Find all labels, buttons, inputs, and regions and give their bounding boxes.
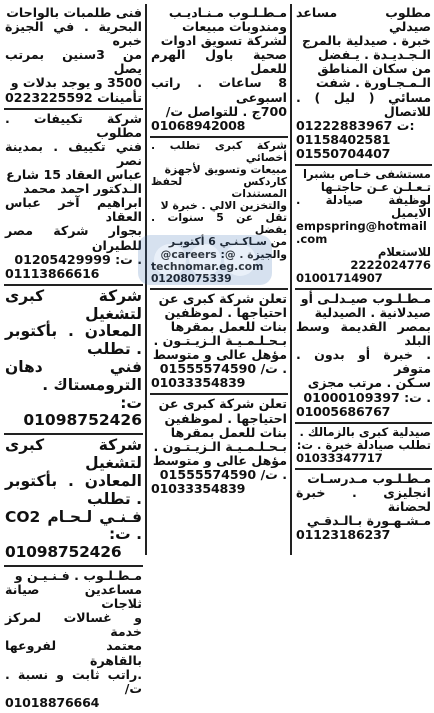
classified-ad (150, 138, 288, 290)
ad-phone-number: 01005686767 (296, 403, 391, 419)
ad-text-line: و غسالات لمركز خدمة (5, 610, 142, 640)
ad-text-line: انجليزى . خبرة لحضانة (296, 484, 431, 514)
ad-text-line: مـطـلـوب . فـنـيـن و (14, 567, 142, 583)
ad-text-line: ومندوبات مبيعات (182, 19, 287, 35)
ad-text-line: بـحـلـمـيـة الـزيـتـون . (153, 333, 287, 349)
ad-text-line: والتخزين الالي . خبرة لا (160, 199, 287, 213)
ad-phone-number: 01113866616 (5, 265, 100, 281)
ad-text-line: تطلب صيادلة خبرة . ت: (296, 437, 431, 452)
ad-phone-number: 01123186237 (296, 527, 391, 543)
ad-text-line: احتياجها . لموظفين (164, 410, 287, 426)
ad-text-line: من سكان المناطق (317, 61, 431, 77)
ad-text-line: بـحـلـمـيـة الـزيـتـون . (153, 438, 287, 454)
ad-text-line: مطلوب مساعد صيدلي (296, 5, 431, 35)
column-left (4, 4, 143, 710)
ad-text-line: فني دهان الترومستاك . (5, 358, 142, 394)
ad-text-line: 3500 و يوجد بدلات و (10, 75, 142, 91)
ad-text-line: للاستعلام 2222024776 (350, 244, 431, 272)
ad-text-line: شركة تكييفات . مطلوب (5, 110, 142, 140)
ad-text-line: ابراهيم آخر عباس العقاد (5, 195, 142, 225)
ad-text-line: صيدلانية . الصيدلية (314, 304, 431, 320)
ad-email-line: technomar.eg.com (151, 259, 264, 273)
ad-text-line: مستشفى خـاص بشبرا (303, 167, 431, 182)
ad-text-line: شركة كبرى تطلب . أخصائي (151, 138, 287, 164)
ad-text-line: بمصر القديمة وسط البلد (296, 319, 431, 349)
ad-text-line: الـدكتور احمد محمد (23, 181, 142, 197)
classified-ad (295, 290, 432, 424)
ad-phone-number: 01068942008 (151, 117, 246, 133)
classified-ad (295, 166, 432, 290)
ad-text-line: مساعدين صيانة ثلاجات (5, 582, 142, 612)
ad-text-line: شركة كبرى لتشغيل (5, 436, 142, 473)
ad-text-line: 8 ساعات . راتب اسبوعى (151, 75, 287, 105)
classified-ad (150, 4, 288, 138)
classified-ad (295, 424, 432, 470)
ad-text-line: مؤهل عالى و متوسط (152, 452, 287, 468)
classified-ad (295, 470, 432, 545)
ad-text-line: . خبرة أو بدون . متوفر (296, 347, 431, 377)
ad-text-line: كاردكس لحفظ المستندات (151, 175, 287, 201)
classified-ad (4, 567, 143, 713)
ad-text-line: معتمد لفروعها بالقاهرة (5, 638, 142, 668)
ad-text-line: لشركة تسويق ادوات (160, 33, 287, 49)
ad-text-line: . ت: 01205429999 (14, 251, 142, 267)
ad-text-line: سـكن . مرتب مجزى (307, 375, 431, 391)
ad-text-line: خبرة . صيدلية بالمرج (301, 33, 431, 49)
ad-text-line: تأمينات 0223225592 (5, 89, 142, 105)
ad-phone-number: 01550704407 (296, 145, 391, 161)
ad-text-line: المعادن . بأكتوبر . تطلب (5, 322, 142, 359)
ad-text-line: ت: 01098752426 (23, 393, 142, 430)
ad-text-line: 700ج . للتواصل ت/ (165, 103, 287, 119)
ad-text-line: مبيعات وتسويق لأجهزة (164, 163, 287, 176)
ad-phone-number: 01018876664 (5, 694, 100, 710)
ad-text-line: شركة كبرى لتشغيل (5, 286, 142, 323)
classified-ad (150, 290, 288, 396)
classified-ad (4, 435, 143, 567)
ad-text-line: تقل عن 5 سنوات . يفضل (151, 211, 287, 237)
ad-text-line: فني تكييف . بمدينة نصر (5, 138, 142, 168)
ad-text-line: تـعـلـن عـن حاجتـها (320, 180, 431, 195)
ad-text-line: مـطـلـوب مـدرسـات (307, 470, 431, 486)
ad-text-line: بنات للعمل بمقرها (170, 318, 287, 334)
ad-phone-number: 01033347717 (296, 450, 383, 465)
ad-phone-number: 01033354839 (151, 481, 246, 496)
ad-text-line: احتياجها . لموظفين (164, 304, 287, 320)
ad-phone-number: 01208075339 (151, 271, 232, 285)
ad-text-line: صيدلية كبرى بالزمالك . (299, 424, 431, 439)
ad-text-line: الـمـجـاورة . شفت (315, 75, 431, 91)
ad-text-line: مؤهل عالى و متوسط (152, 347, 287, 363)
ad-text-line: فنى طلمبات بالواحات (6, 5, 142, 20)
ad-text-line: مـشـهـورة بـالـدقـي (306, 512, 431, 528)
column-right (290, 4, 432, 555)
ad-text-line: بجوار شركة مصر للطيران (5, 223, 142, 253)
classified-ad (4, 4, 143, 110)
ad-phone-number: 01001714907 (296, 270, 383, 285)
ad-text-line: . ت/ 01555574590 (159, 361, 287, 377)
ad-text-line: الـجـديـدة . يـفضل (317, 47, 431, 63)
ad-text-line: من سـاكـنـي 6 أكتوبـر (168, 235, 287, 249)
ad-text-line: مـطـلـوب مـنـاديـب (168, 5, 287, 20)
ad-email-line: empspring@hotmail.com (296, 218, 427, 246)
ad-text-line: لوظيفة صيادلة . الايميل (296, 193, 431, 220)
ad-text-line: . ت/ 01555574590 (159, 466, 287, 482)
ad-text-line: المعادن . بأكتوبر . تطلب (5, 471, 142, 508)
ad-text-line: تعلن شركة كبرى عن (158, 290, 287, 306)
ad-text-line: مـطـلـوب صيـدلـى أو (300, 290, 431, 306)
ad-text-line: . ت: 01000109397 (303, 389, 431, 405)
column-middle (145, 4, 288, 555)
ad-text-line: فـنـي لـحـام CO2 . ت: (5, 507, 142, 544)
ad-text-line: .راتب ثابت و نسبة . ت/ (5, 666, 142, 696)
ad-phone-number: 01158402581 (296, 131, 391, 147)
ad-text-line: صحية باول الهرم للعمل (151, 47, 287, 77)
classified-ad (150, 395, 288, 499)
ad-phone-number: 01222883967 ت: (296, 117, 415, 133)
ad-phone-number: 01098752426 (5, 543, 122, 562)
ad-text-line: البحرية . في الجيزة خبره (5, 19, 142, 49)
ad-text-line: والجيزة . @: careers@ (160, 247, 287, 261)
classified-ad (295, 4, 432, 166)
ad-phone-number: 01033354839 (151, 375, 246, 391)
ad-text-line: بنات للعمل بمقرها (170, 424, 287, 440)
classified-ad (4, 286, 143, 436)
ad-text-line: عباس العقاد 15 شارع (6, 167, 142, 183)
ad-text-line: مسائي ( ليل ) . للاتصال (296, 89, 431, 119)
ad-text-line: من 3سنين بمرتب يصل (5, 47, 143, 77)
ad-text-line: تعلن شركة كبرى عن (158, 396, 287, 412)
classified-ad (4, 110, 143, 286)
